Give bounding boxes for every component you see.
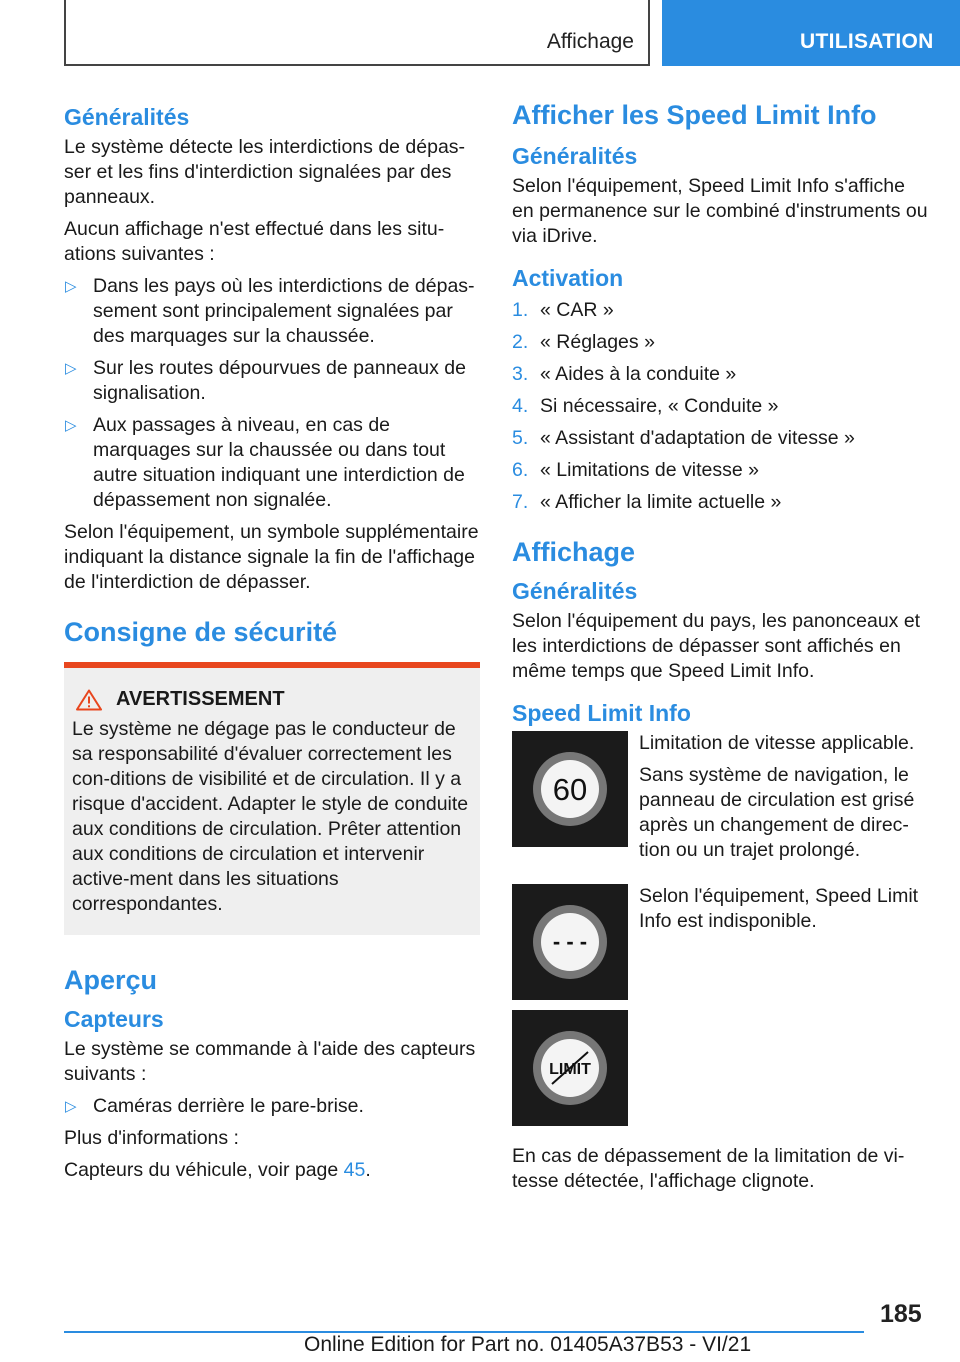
situations-list (64, 274, 480, 513)
footer-edition: Online Edition for Part no. 01405A37B53 - VI/21 (304, 1333, 752, 1356)
securite-heading: Consigne de sécurité (64, 617, 338, 647)
activation-heading: Activation (512, 265, 624, 291)
apercu-heading: Aperçu (64, 965, 158, 995)
paragraph: Sans système de navigation, le panneau de circulation est grisé après un changement de direc-tion ou un trajet prolongé. (639, 764, 915, 861)
warning-box (64, 662, 480, 935)
list-item: 2. « Réglages » (512, 331, 655, 353)
paragraph: Aucun affichage n'est effectué dans les situ-ations suivantes : (64, 218, 445, 265)
list-item: 4. Si nécessaire, « Conduite » (512, 395, 779, 417)
triangle-bullet-icon: ▷ (65, 1098, 77, 1115)
warning-text: Le système ne dégage pas le conducteur de sa responsabilité d'évaluer correctement les con-ditions de visibilité et de circulation. Il y a risque d'accident. Adapter le style de conduite aux conditions de circulation. Prêter attention aux conditions de circulation et intervenir active-ment dans les situations correspondantes. (72, 718, 469, 915)
warning-title: AVERTISSEMENT (116, 688, 285, 710)
paragraph: Selon l'équipement du pays, les panonceaux et les interdictions de dépasser sont affichés en même temps que Speed Limit Info. (512, 610, 921, 682)
list-item: ▷ Sur les routes dépourvues de panneaux de signalisation. (65, 357, 466, 404)
speed-value: 60 (552, 772, 588, 807)
paragraph: Selon l'équipement, Speed Limit Info est indisponible. (639, 885, 919, 932)
list-item: ▷ Caméras derrière le pare-brise. (65, 1095, 364, 1117)
page-number: 185 (880, 1300, 922, 1328)
capteurs-list (64, 1094, 480, 1119)
speed-limit-unavailable-icon (512, 884, 628, 1000)
header-chapter-tab: UTILISATION (662, 0, 960, 66)
paragraph: En cas de dépassement de la limitation de vi-tesse détectée, l'affichage clignote. (512, 1145, 905, 1192)
sli-row-unavailable (512, 884, 928, 1000)
paragraph: Le système se commande à l'aide des capteurs suivants : (64, 1038, 476, 1085)
paragraph: Selon l'équipement, un symbole supplémentaire indiquant la distance signale la fin de l'affichage de l'interdiction de dépasser. (64, 521, 479, 593)
list-item: 7. « Afficher la limite actuelle » (512, 491, 782, 513)
list-item: 3. « Aides à la conduite » (512, 363, 737, 385)
speed-limit-end-icon (512, 1010, 628, 1126)
list-item: 5. « Assistant d'adaptation de vitesse » (512, 427, 855, 449)
activation-steps (512, 298, 928, 515)
limit-label: LIMIT (549, 1061, 591, 1078)
right-column (512, 100, 928, 1201)
header-section-title: Affichage (546, 30, 634, 53)
main-title: Afficher les Speed Limit Info (512, 100, 877, 130)
triangle-bullet-icon: ▷ (65, 417, 77, 434)
triangle-bullet-icon: ▷ (65, 278, 77, 295)
paragraph: Limitation de vitesse applicable. (639, 732, 915, 754)
capteurs-heading: Capteurs (64, 1006, 164, 1032)
dashes: - - - (552, 929, 588, 954)
warning-triangle-icon (76, 689, 102, 711)
list-item: 6. « Limitations de vitesse » (512, 459, 759, 481)
left-column (64, 100, 480, 1190)
affichage-heading: Affichage (512, 537, 636, 567)
speed-limit-60-icon (512, 731, 628, 847)
sli-row-limit (512, 1010, 928, 1126)
generalites-heading: Généralités (512, 143, 638, 169)
sli-heading: Speed Limit Info (512, 700, 691, 726)
page-link[interactable]: 45 (343, 1159, 366, 1181)
generalites-heading: Généralités (64, 104, 190, 130)
list-item: ▷ Dans les pays où les interdictions de dépas-sement sont principalement signalées par des marquages sur la chaussée. (65, 275, 475, 347)
list-item: ▷ Aux passages à niveau, en cas de marquages sur la chaussée ou dans tout autre situation indiquant une interdiction de dépassement non signalée. (65, 414, 465, 511)
paragraph: Le système détecte les interdictions de dépas-ser et les fins d'interdiction signalées par des panneaux. (64, 136, 466, 208)
sli-row-60 (512, 731, 928, 870)
list-item: 1. « CAR » (512, 299, 614, 321)
triangle-bullet-icon: ▷ (65, 360, 77, 377)
header-section-box (64, 0, 650, 66)
paragraph: Plus d'informations : (64, 1127, 239, 1149)
affichage-subheading: Généralités (512, 578, 638, 604)
paragraph: Selon l'équipement, Speed Limit Info s'affiche en permanence sur le combiné d'instruments ou via iDrive. (512, 175, 928, 247)
page-reference: Capteurs du véhicule, voir page 45. (64, 1159, 371, 1181)
